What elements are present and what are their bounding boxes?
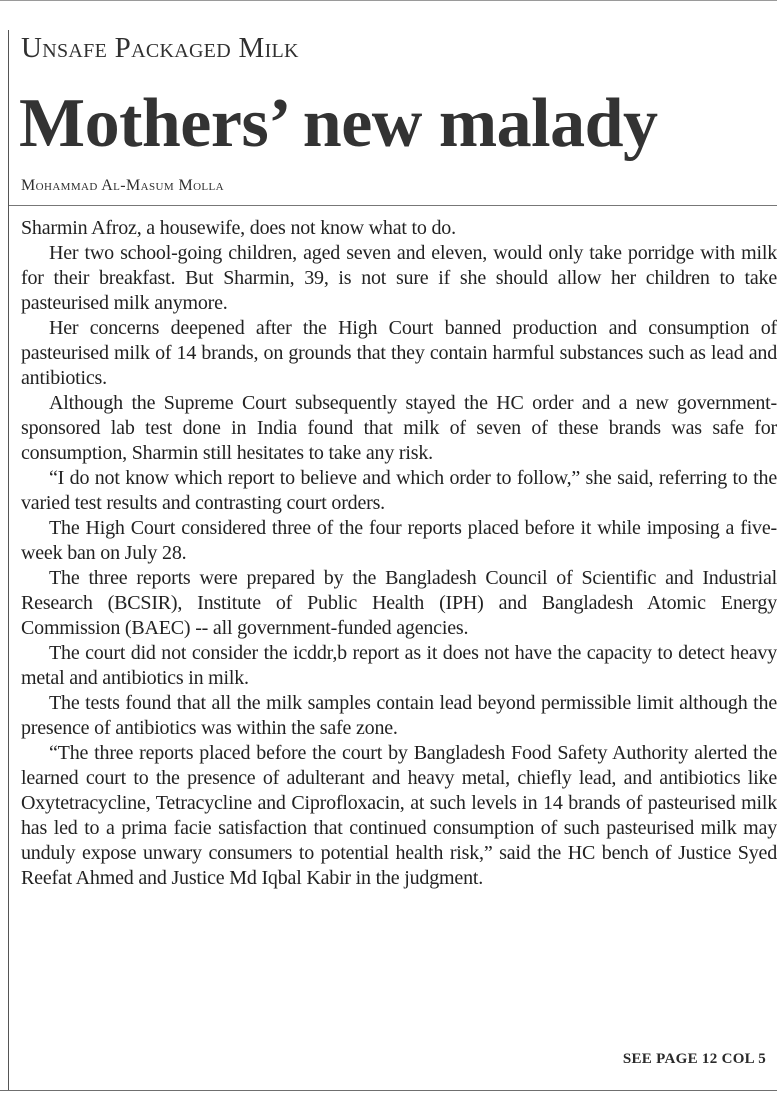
article-headline: Mothers’ new malady [19, 85, 658, 162]
article-paragraph: Her concerns deepened after the High Court banned production and consumption of pasteurised milk of 14 brands, on grounds that they contain harmful substances such as lead and antibiotics. [21, 317, 777, 389]
article-paragraph: Although the Supreme Court subsequently stayed the HC order and a new government-sponsored lab test done in India found that milk of seven of these brands was safe for consumption, Sharmin still hesitates to take any risk. [21, 392, 777, 464]
article-paragraph: “The three reports placed before the court by Bangladesh Food Safety Authority alerted the learned court to the presence of adulterant and heavy metal, chiefly lead, and antibiotics like Oxytetracycline, Tetracycline and Ciprofloxacin, at such levels in 14 brands of pasteurised milk has led to a prima facie satisfaction that continued consumption of such pasteurised milk may unduly expose unwary consumers to potential health risk,” said the HC bench of Justice Syed Reefat Ahmed and Justice Md Iqbal Kabir in the judgment. [21, 742, 777, 889]
article-paragraph: The tests found that all the milk samples contain lead beyond permissible limit although the presence of antibiotics was within the safe zone. [21, 692, 777, 739]
article-paragraph: The High Court considered three of the four reports placed before it while imposing a five-week ban on July 28. [21, 517, 777, 564]
article-paragraph: “I do not know which report to believe and which order to follow,” she said, referring to the varied test results and contrasting court orders. [21, 467, 777, 514]
byline-divider [9, 205, 777, 206]
article-paragraph: The court did not consider the icddr,b report as it does not have the capacity to detect heavy metal and antibiotics in milk. [21, 642, 777, 689]
column-rule-left [8, 30, 9, 1090]
article-paragraph: Her two school-going children, aged seven and eleven, would only take porridge with milk for their breakfast. But Sharmin, 39, is not sure if she should allow her children to take pasteurised milk anymore. [21, 242, 777, 314]
continued-on-page-link: SEE PAGE 12 COL 5 [622, 1051, 766, 1067]
article-paragraph: The three reports were prepared by the Bangladesh Council of Scientific and Industrial Research (BCSIR), Institute of Public Health (IPH) and Bangladesh Atomic Energy Commission (BAEC) -- all government-funded agencies. [21, 567, 777, 639]
article-paragraph: Sharmin Afroz, a housewife, does not know what to do. [21, 217, 456, 239]
page-bottom-border [0, 1090, 777, 1091]
article-byline: Mohammad Al-Masum Molla [21, 177, 224, 194]
page-top-border [0, 0, 777, 1]
article-body [21, 216, 777, 891]
article-kicker: Unsafe Packaged Milk [21, 32, 299, 64]
